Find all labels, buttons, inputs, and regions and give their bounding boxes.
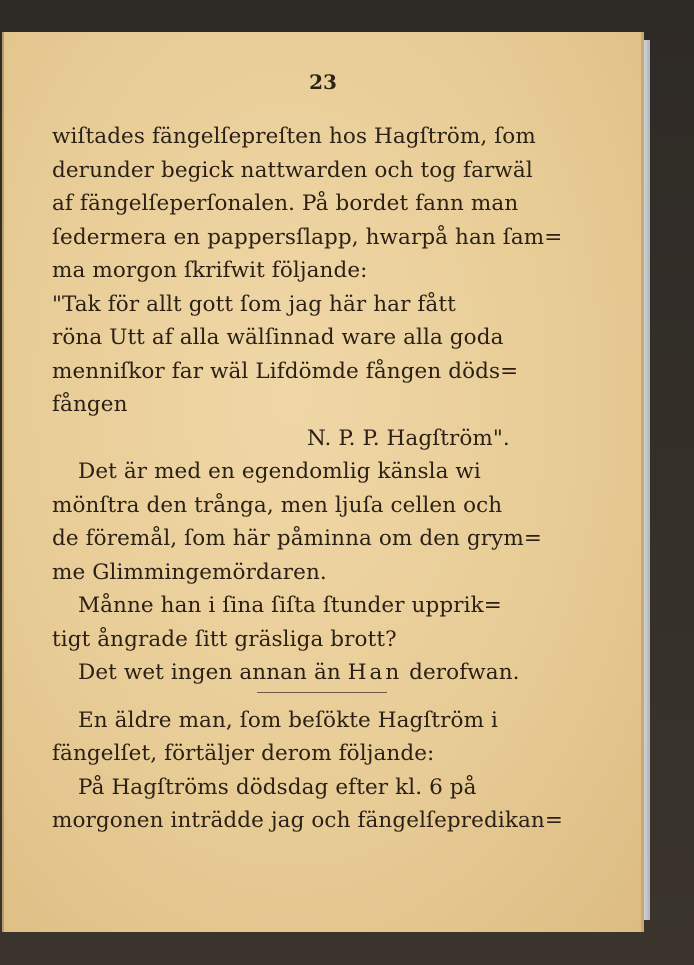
text-line: morgonen inträdde jag och fängelſepredikan= [52,808,563,833]
quote-line: röna Utt af alla wälſinnad ware alla goda [52,325,504,350]
text-line: fängelſet, förtäljer derom följande: [52,741,435,766]
text-segment: Det wet ingen annan än [78,660,341,685]
paragraph-start: En äldre man, ſom beſökte Hagſtröm i [78,707,498,733]
paragraph-start: På Hagſtröms dödsdag efter kl. 6 på [78,774,477,800]
paragraph-start: Månne han i ſina ſiſta ſtunder upprik= [78,593,502,618]
signature-line: N. P. P. Hagſtröm". [307,425,510,451]
text-line: ſedermera en pappersſlapp, hwarpå han ſam= [52,224,563,250]
text-segment: derofwan. [409,660,520,685]
paragraph-start [52,656,600,690]
page-edge [644,40,650,920]
quote-line: menniſkor far wäl Lifdömde fången döds= [52,358,519,384]
text-line: ma morgon ſkrifwit följande: [52,258,368,283]
text-line: af fängelſeperſonalen. På bordet fann man [52,191,519,216]
text-line: mönſtra den trånga, men ljuſa cellen och [52,492,503,518]
quote-line: "Tak för allt gott ſom jag här har fått [52,291,456,317]
paragraph-start: Det är med en egendomlig känsla wi [78,459,481,484]
section-divider [52,690,600,704]
text-line: wiſtades fängelſepreſten hos Hagſtröm, ſom [52,124,536,149]
book-page [2,32,644,932]
quote-line: fången [52,392,128,417]
emphasized-word: Han [347,660,403,685]
text-line: derunder begick nattwarden och tog farwäl [52,157,533,183]
text-line: tigt ångrade ſitt gräsliga brott? [52,626,397,652]
page-number: 23 [309,70,337,94]
text-line: de föremål, ſom här påminna om den grym= [52,526,542,551]
page-text [52,120,600,838]
text-line: me Glimmingemördaren. [52,559,327,585]
